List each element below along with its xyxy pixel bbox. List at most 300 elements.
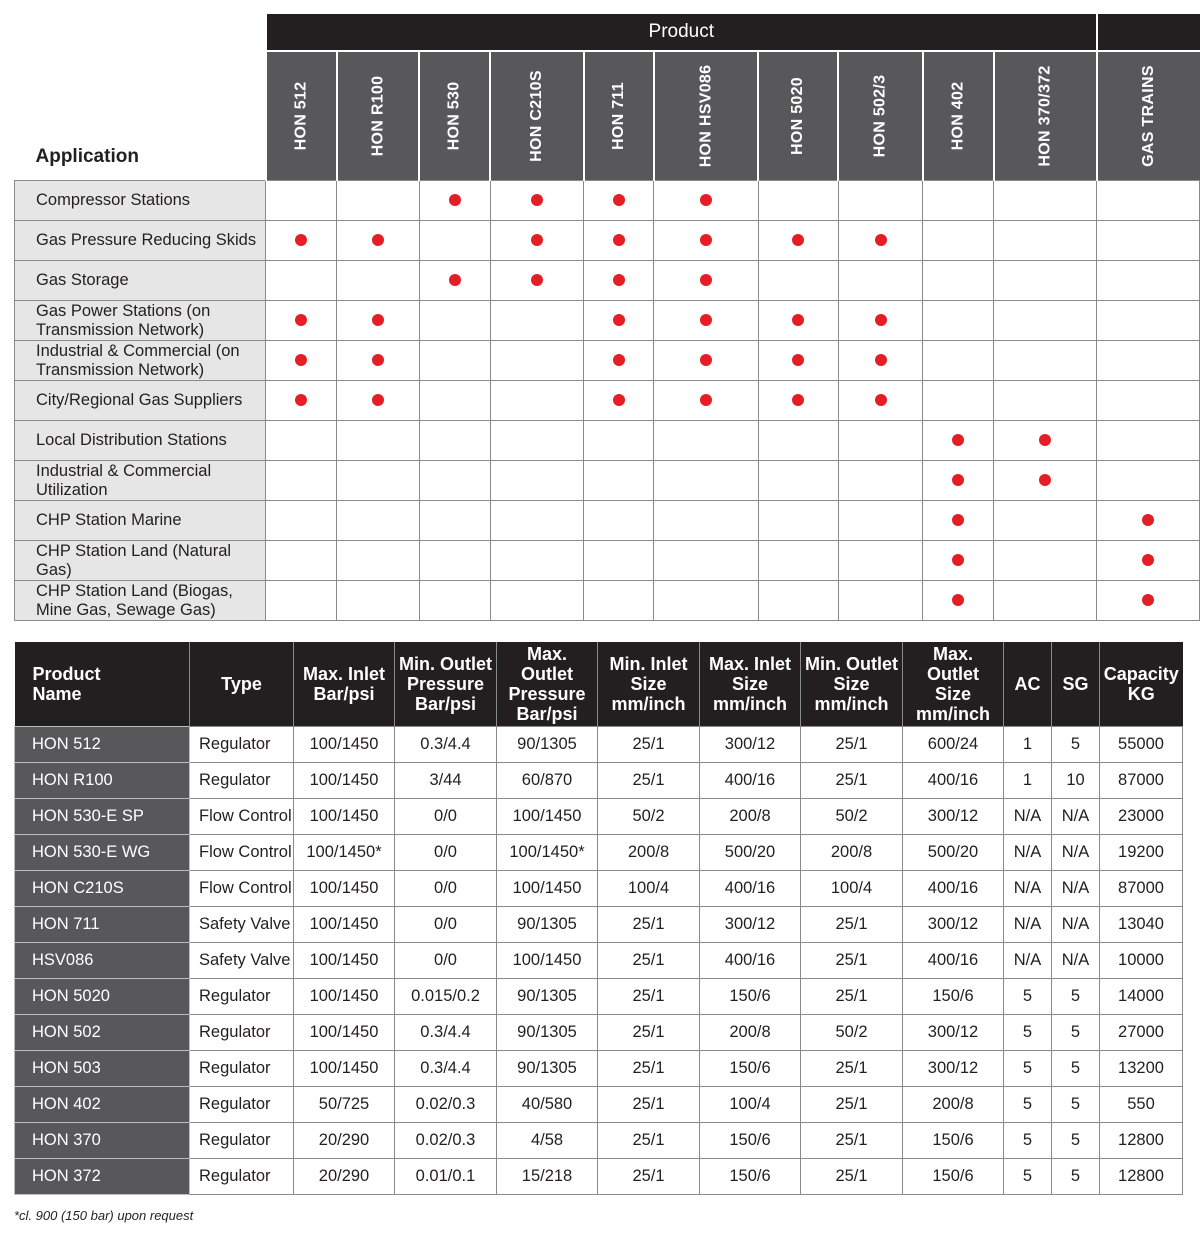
header-line: Max. Outlet — [927, 644, 979, 684]
matrix-cell — [758, 541, 838, 581]
matrix-cell — [654, 261, 759, 301]
header-line: mm/inch — [915, 704, 990, 724]
header-line: Capacity — [1103, 664, 1179, 684]
spec-row — [15, 1015, 1183, 1051]
product-name-cell: HON R100 — [15, 763, 190, 799]
spec-value-cell: 1 — [1004, 727, 1052, 763]
matrix-cell — [490, 461, 584, 501]
spec-value-cell: 500/20 — [700, 835, 801, 871]
matrix-cell — [923, 341, 994, 381]
spec-value-cell: 20/290 — [294, 1123, 395, 1159]
spec-value-cell: 19200 — [1100, 835, 1183, 871]
spec-value-cell: N/A — [1004, 943, 1052, 979]
applicable-dot-icon — [700, 394, 712, 406]
matrix-cell — [838, 221, 923, 261]
product-column-label: HON 370/372 — [1036, 65, 1054, 167]
header-line: Bar/psi — [516, 704, 578, 724]
product-column-header-hon-530 — [419, 51, 490, 181]
product-column-header-hon-512 — [266, 51, 337, 181]
matrix-cell — [584, 381, 654, 421]
product-column-header-hon-502-3 — [838, 51, 923, 181]
spec-value-cell: 100/4 — [598, 871, 700, 907]
spec-value-cell: 25/1 — [598, 1087, 700, 1123]
spec-value-cell: 5 — [1052, 1123, 1100, 1159]
matrix-cell — [419, 221, 490, 261]
matrix-cell — [266, 541, 337, 581]
spec-value-cell: 300/12 — [903, 799, 1004, 835]
matrix-cell — [654, 461, 759, 501]
spec-value-cell: 100/1450 — [294, 799, 395, 835]
applicable-dot-icon — [295, 354, 307, 366]
product-name-cell: HON 370 — [15, 1123, 190, 1159]
spec-value-cell: 100/1450 — [294, 1051, 395, 1087]
spec-value-cell: 25/1 — [598, 943, 700, 979]
header-line: Size — [630, 674, 667, 694]
product-column-header-hon-c210s — [490, 51, 584, 181]
product-name-cell: HON 402 — [15, 1087, 190, 1123]
matrix-cell — [1097, 581, 1200, 621]
spec-column-header-max-inlet-bar-psi — [294, 642, 395, 727]
applicable-dot-icon — [372, 394, 384, 406]
matrix-cell — [490, 421, 584, 461]
product-column-label: HON 502/3 — [871, 74, 889, 158]
product-column-label: HON 402 — [949, 81, 967, 151]
application-row — [15, 221, 1200, 261]
matrix-cell — [337, 541, 420, 581]
applicable-dot-icon — [531, 274, 543, 286]
product-type-cell: Regulator — [190, 1051, 294, 1087]
application-name: Industrial & Commercial Utilization — [15, 461, 266, 501]
spec-value-cell: 200/8 — [903, 1087, 1004, 1123]
spec-value-cell: 4/58 — [497, 1123, 598, 1159]
matrix-corner-blank — [15, 14, 266, 51]
spec-value-cell: 25/1 — [598, 763, 700, 799]
product-column-header-hon-r100 — [337, 51, 420, 181]
matrix-cell — [923, 461, 994, 501]
spec-value-cell: N/A — [1004, 871, 1052, 907]
spec-column-header-capacity-kg — [1100, 642, 1183, 727]
header-line: Name — [32, 684, 82, 704]
applicable-dot-icon — [613, 274, 625, 286]
matrix-cell — [1097, 301, 1200, 341]
applicable-dot-icon — [295, 234, 307, 246]
spec-value-cell: 400/16 — [700, 763, 801, 799]
spec-row — [15, 907, 1183, 943]
applicable-dot-icon — [792, 354, 804, 366]
matrix-cell — [994, 501, 1097, 541]
applicable-dot-icon — [372, 234, 384, 246]
header-line: Size — [934, 684, 972, 704]
applicable-dot-icon — [1142, 594, 1154, 606]
spec-value-cell: 100/1450 — [294, 907, 395, 943]
spec-column-header-max-outlet-pressure-bar-psi — [497, 642, 598, 727]
header-line: mm/inch — [814, 694, 889, 714]
applicable-dot-icon — [875, 314, 887, 326]
spec-value-cell: 25/1 — [598, 1015, 700, 1051]
matrix-cell — [584, 541, 654, 581]
spec-value-cell: 100/1450 — [294, 943, 395, 979]
application-row — [15, 181, 1200, 221]
spec-value-cell: 5 — [1052, 1015, 1100, 1051]
matrix-cell — [923, 381, 994, 421]
spec-value-cell: 0/0 — [395, 943, 497, 979]
spec-value-cell: 200/8 — [801, 835, 903, 871]
matrix-cell — [758, 181, 838, 221]
spec-value-cell: 40/580 — [497, 1087, 598, 1123]
product-name-cell: HON 711 — [15, 907, 190, 943]
application-name: City/Regional Gas Suppliers — [15, 381, 266, 421]
spec-row — [15, 1087, 1183, 1123]
product-column-header-hon-370-372 — [994, 51, 1097, 181]
spec-value-cell: 14000 — [1100, 979, 1183, 1015]
spec-row — [15, 799, 1183, 835]
matrix-cell — [419, 381, 490, 421]
applicable-dot-icon — [372, 314, 384, 326]
matrix-cell — [923, 581, 994, 621]
applicable-dot-icon — [449, 274, 461, 286]
spec-value-cell: 12800 — [1100, 1159, 1183, 1195]
spec-value-cell: 100/1450 — [497, 943, 598, 979]
spec-row — [15, 979, 1183, 1015]
matrix-cell — [490, 221, 584, 261]
applicable-dot-icon — [1039, 434, 1051, 446]
spec-value-cell: 25/1 — [801, 763, 903, 799]
product-column-header-gas-trains — [1097, 51, 1200, 181]
matrix-cell — [838, 301, 923, 341]
matrix-cell — [490, 181, 584, 221]
matrix-cell — [419, 341, 490, 381]
spec-value-cell: N/A — [1004, 799, 1052, 835]
spec-value-cell: 400/16 — [903, 871, 1004, 907]
spec-value-cell: 100/4 — [700, 1087, 801, 1123]
matrix-cell — [266, 181, 337, 221]
applicable-dot-icon — [531, 194, 543, 206]
header-line: Product — [32, 664, 101, 684]
header-line: Size — [731, 674, 769, 694]
product-name-cell: HON 503 — [15, 1051, 190, 1087]
header-line: Min. Inlet — [609, 654, 688, 674]
spec-value-cell: 400/16 — [700, 871, 801, 907]
matrix-cell — [419, 181, 490, 221]
header-line: Size — [833, 674, 870, 694]
product-column-label: HON 530 — [445, 81, 463, 151]
matrix-cell — [266, 501, 337, 541]
spec-value-cell: 0/0 — [395, 799, 497, 835]
header-line: Max. Outlet — [521, 644, 573, 684]
spec-value-cell: 5 — [1052, 1087, 1100, 1123]
matrix-cell — [584, 341, 654, 381]
header-line: Pressure — [508, 684, 586, 704]
application-name: CHP Station Land (Biogas, Mine Gas, Sewage Gas) — [15, 581, 266, 621]
spec-row — [15, 727, 1183, 763]
product-column-header-hon-711 — [584, 51, 654, 181]
matrix-cell — [923, 221, 994, 261]
matrix-cell — [584, 261, 654, 301]
product-type-cell: Flow Control — [190, 871, 294, 907]
matrix-cell — [758, 261, 838, 301]
spec-value-cell: 25/1 — [598, 907, 700, 943]
spec-value-cell: 25/1 — [801, 979, 903, 1015]
matrix-cell — [584, 581, 654, 621]
application-row — [15, 581, 1200, 621]
header-line: Bar/psi — [313, 684, 375, 704]
spec-value-cell: 20/290 — [294, 1159, 395, 1195]
matrix-cell — [419, 421, 490, 461]
spec-value-cell: 300/12 — [700, 907, 801, 943]
application-name: Industrial & Commercial (on Transmission Network) — [15, 341, 266, 381]
spec-value-cell: 100/1450* — [294, 835, 395, 871]
spec-value-cell: 100/1450 — [294, 763, 395, 799]
spec-value-cell: 200/8 — [700, 799, 801, 835]
spec-column-header-product-name — [15, 642, 190, 727]
matrix-cell — [1097, 421, 1200, 461]
matrix-cell — [266, 381, 337, 421]
matrix-cell — [838, 541, 923, 581]
spec-value-cell: 5 — [1004, 979, 1052, 1015]
product-type-cell: Regulator — [190, 979, 294, 1015]
matrix-cell — [266, 341, 337, 381]
spec-value-cell: 10 — [1052, 763, 1100, 799]
matrix-cell — [654, 581, 759, 621]
matrix-cell — [337, 181, 420, 221]
matrix-cell — [654, 501, 759, 541]
spec-row — [15, 1051, 1183, 1087]
product-column-header-hon-hsv086 — [654, 51, 759, 181]
matrix-cell — [584, 221, 654, 261]
matrix-cell — [758, 501, 838, 541]
applicable-dot-icon — [875, 354, 887, 366]
application-name: Gas Pressure Reducing Skids — [15, 221, 266, 261]
matrix-cell — [994, 421, 1097, 461]
matrix-cell — [994, 581, 1097, 621]
spec-value-cell: 25/1 — [598, 1159, 700, 1195]
spec-value-cell: 27000 — [1100, 1015, 1183, 1051]
matrix-cell — [758, 461, 838, 501]
spec-value-cell: 87000 — [1100, 871, 1183, 907]
spec-value-cell: N/A — [1052, 799, 1100, 835]
header-line: Min. Outlet — [805, 654, 898, 674]
spec-value-cell: 25/1 — [598, 1051, 700, 1087]
spec-value-cell: 150/6 — [903, 1159, 1004, 1195]
matrix-cell — [1097, 181, 1200, 221]
application-row — [15, 421, 1200, 461]
applicable-dot-icon — [613, 194, 625, 206]
application-name: CHP Station Land (Natural Gas) — [15, 541, 266, 581]
spec-column-header-max-outlet-size-mm-inch — [903, 642, 1004, 727]
matrix-cell — [994, 181, 1097, 221]
applicable-dot-icon — [952, 594, 964, 606]
spec-value-cell: 50/725 — [294, 1087, 395, 1123]
applicable-dot-icon — [700, 314, 712, 326]
matrix-cell — [923, 301, 994, 341]
spec-value-cell: 5 — [1004, 1051, 1052, 1087]
matrix-cell — [266, 261, 337, 301]
spec-value-cell: 50/2 — [801, 1015, 903, 1051]
application-row — [15, 461, 1200, 501]
spec-column-header-sg — [1052, 642, 1100, 727]
applicable-dot-icon — [792, 234, 804, 246]
spec-value-cell: 500/20 — [903, 835, 1004, 871]
spec-value-cell: 400/16 — [903, 943, 1004, 979]
product-name-cell: HON 5020 — [15, 979, 190, 1015]
matrix-cell — [1097, 461, 1200, 501]
product-column-label: HON R100 — [368, 75, 386, 157]
applicable-dot-icon — [1039, 474, 1051, 486]
applicable-dot-icon — [613, 394, 625, 406]
matrix-cell — [337, 301, 420, 341]
product-column-label: HON 5020 — [789, 77, 807, 155]
matrix-cell — [1097, 541, 1200, 581]
spec-value-cell: 0.02/0.3 — [395, 1087, 497, 1123]
spec-value-cell: 200/8 — [700, 1015, 801, 1051]
matrix-cell — [923, 261, 994, 301]
spec-column-header-min-inlet-size-mm-inch — [598, 642, 700, 727]
spec-value-cell: 5 — [1052, 727, 1100, 763]
product-type-cell: Safety Valve — [190, 907, 294, 943]
applicable-dot-icon — [613, 314, 625, 326]
matrix-cell — [419, 261, 490, 301]
applicable-dot-icon — [952, 514, 964, 526]
matrix-cell — [490, 581, 584, 621]
spec-value-cell: 0/0 — [395, 835, 497, 871]
spec-value-cell: 5 — [1004, 1159, 1052, 1195]
spec-value-cell: 100/1450 — [497, 871, 598, 907]
matrix-cell — [923, 421, 994, 461]
application-row — [15, 301, 1200, 341]
spec-row — [15, 943, 1183, 979]
application-name: Compressor Stations — [15, 181, 266, 221]
spec-value-cell: 23000 — [1100, 799, 1183, 835]
spec-row — [15, 1159, 1183, 1195]
spec-column-header-min-outlet-size-mm-inch — [801, 642, 903, 727]
matrix-cell — [838, 181, 923, 221]
applicable-dot-icon — [952, 474, 964, 486]
spec-value-cell: 60/870 — [497, 763, 598, 799]
product-column-header-hon-402 — [923, 51, 994, 181]
spec-value-cell: 25/1 — [598, 979, 700, 1015]
spec-value-cell: N/A — [1052, 943, 1100, 979]
header-line: Max. Inlet — [302, 664, 386, 684]
matrix-cell — [654, 341, 759, 381]
spec-value-cell: 25/1 — [801, 907, 903, 943]
spec-value-cell: 100/1450 — [294, 871, 395, 907]
spec-value-cell: 0/0 — [395, 907, 497, 943]
spec-value-cell: 25/1 — [801, 1159, 903, 1195]
matrix-cell — [654, 541, 759, 581]
product-header: Product — [266, 14, 1097, 51]
spec-value-cell: 100/1450 — [294, 979, 395, 1015]
product-name-cell: HON 530-E SP — [15, 799, 190, 835]
matrix-cell — [419, 301, 490, 341]
spec-value-cell: 25/1 — [801, 1087, 903, 1123]
header-line: Pressure — [406, 674, 485, 694]
product-column-label: HON HSV086 — [696, 64, 714, 168]
matrix-cell — [758, 421, 838, 461]
matrix-cell — [838, 421, 923, 461]
product-name-cell: HON 512 — [15, 727, 190, 763]
spec-value-cell: N/A — [1052, 835, 1100, 871]
spec-value-cell: N/A — [1052, 907, 1100, 943]
matrix-cell — [419, 581, 490, 621]
header-line: mm/inch — [611, 694, 686, 714]
spec-column-header-min-outlet-pressure-bar-psi — [395, 642, 497, 727]
matrix-cell — [584, 461, 654, 501]
applicable-dot-icon — [1142, 514, 1154, 526]
footnote: *cl. 900 (150 bar) upon request — [14, 1208, 194, 1223]
matrix-cell — [337, 501, 420, 541]
spec-value-cell: 150/6 — [700, 1159, 801, 1195]
matrix-cell — [337, 461, 420, 501]
spec-value-cell: 100/1450 — [497, 799, 598, 835]
spec-value-cell: 13200 — [1100, 1051, 1183, 1087]
applicable-dot-icon — [875, 394, 887, 406]
matrix-cell — [266, 301, 337, 341]
spec-value-cell: 90/1305 — [497, 907, 598, 943]
product-column-label: HON 512 — [292, 81, 310, 151]
spec-value-cell: N/A — [1052, 871, 1100, 907]
matrix-cell — [838, 581, 923, 621]
matrix-cell — [838, 261, 923, 301]
matrix-cell — [490, 341, 584, 381]
product-column-header-hon-5020 — [758, 51, 838, 181]
spec-value-cell: 25/1 — [801, 943, 903, 979]
matrix-cell — [419, 541, 490, 581]
matrix-cell — [584, 501, 654, 541]
applicable-dot-icon — [613, 234, 625, 246]
spec-value-cell: 25/1 — [801, 1051, 903, 1087]
application-name: Gas Storage — [15, 261, 266, 301]
matrix-cell — [337, 381, 420, 421]
spec-value-cell: 100/1450 — [294, 727, 395, 763]
spec-value-cell: N/A — [1004, 835, 1052, 871]
spec-value-cell: 25/1 — [801, 727, 903, 763]
matrix-cell — [923, 541, 994, 581]
product-type-cell: Regulator — [190, 1015, 294, 1051]
product-column-label: HON 711 — [609, 82, 627, 150]
matrix-cell — [994, 261, 1097, 301]
matrix-cell — [584, 421, 654, 461]
spec-value-cell: 0.015/0.2 — [395, 979, 497, 1015]
spec-value-cell: 100/1450* — [497, 835, 598, 871]
matrix-cell — [584, 301, 654, 341]
header-line: Max. Inlet — [708, 654, 792, 674]
applicable-dot-icon — [295, 314, 307, 326]
product-spec-table — [14, 642, 1183, 1195]
applicable-dot-icon — [792, 314, 804, 326]
matrix-cell — [994, 221, 1097, 261]
spec-value-cell: 600/24 — [903, 727, 1004, 763]
spec-column-header-type — [190, 642, 294, 727]
matrix-cell — [758, 301, 838, 341]
matrix-cell — [838, 341, 923, 381]
spec-value-cell: 87000 — [1100, 763, 1183, 799]
application-matrix — [14, 14, 1200, 621]
matrix-cell — [490, 381, 584, 421]
matrix-cell — [584, 181, 654, 221]
spec-value-cell: 5 — [1004, 1015, 1052, 1051]
product-type-cell: Regulator — [190, 1123, 294, 1159]
product-name-cell: HON C210S — [15, 871, 190, 907]
matrix-cell — [490, 501, 584, 541]
product-type-cell: Regulator — [190, 763, 294, 799]
header-line: Type — [221, 674, 262, 694]
application-row — [15, 501, 1200, 541]
application-header: Application — [35, 146, 139, 167]
spec-value-cell: 150/6 — [903, 979, 1004, 1015]
product-name-cell: HON 502 — [15, 1015, 190, 1051]
matrix-cell — [266, 581, 337, 621]
matrix-cell — [654, 301, 759, 341]
